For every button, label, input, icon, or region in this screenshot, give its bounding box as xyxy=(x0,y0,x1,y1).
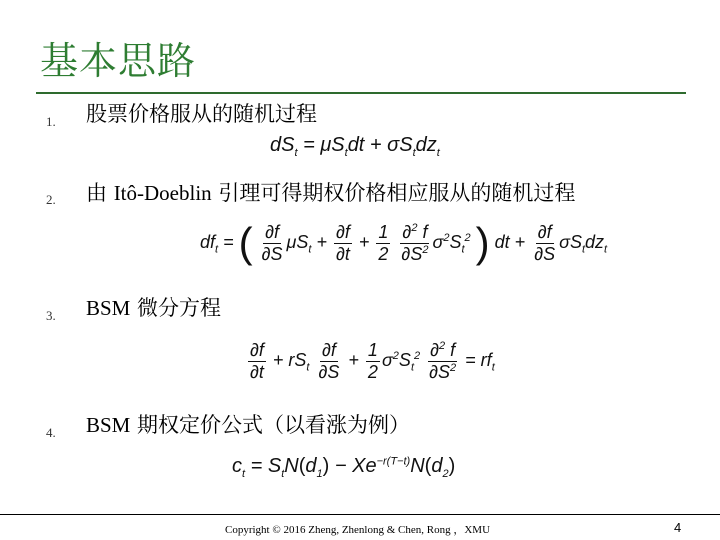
formula-bsm-pde: $\frac{\partial f}{\partial t}$ + $rS_t$ $\frac{\partial f}{\partial S}$ + $\frac{1}{2}$ $\sigma^2S_t^2$ $\frac{\partial^2 f}{\partial S^2}$ = $rf_t$ xyxy=(250,340,495,382)
item-number-2: 2. xyxy=(46,192,56,207)
item-text-3 xyxy=(86,298,221,319)
item-text-2-suffix: 引理可得期权价格相应服从的随机过程 xyxy=(218,181,576,205)
item-number-1: 1. xyxy=(46,114,56,129)
page-number: 4 xyxy=(674,520,682,535)
item-number-4: 4. xyxy=(46,425,56,440)
item-text-2-latin: Itô-Doeblin xyxy=(113,181,212,205)
formula-bsm-call: $c_t = S_tN(d_1) - Xe^{-r(T-t)}N(d_2)$ xyxy=(232,455,456,480)
item-text-2-prefix: 由 xyxy=(86,181,107,205)
footer-divider xyxy=(0,514,720,515)
item-text-4-rest: 期权定价公式（以看涨为例） xyxy=(137,413,411,437)
item-text-2 xyxy=(86,183,575,204)
item-number-3: 3. xyxy=(46,308,56,323)
formula-stock-process: $dS_t = \mu S_tdt + \sigma S_tdz_t$ xyxy=(270,134,440,159)
item-text-4 xyxy=(86,415,410,436)
title-divider xyxy=(36,92,686,94)
formula-option-process: $df_t$ = ( $\frac{\partial f}{\partial S}$ $\mu S_t$ + $\frac{\partial f}{\partial t}$ + $\frac{1}{2}$ $\frac{\partial^2 f}{\partial S^2}$ $\sigma^2S_t^2$ ) dt + $\frac{\partial f}{\partial S}$ $\sigma S_tdz_t$ xyxy=(200,219,608,267)
item-text-1: 股票价格服从的随机过程 xyxy=(86,102,317,126)
item-text-3-latin: BSM xyxy=(86,296,131,320)
item-text-4-latin: BSM xyxy=(86,413,131,437)
footer-copyright: Copyright © 2016 Zheng, Zhenlong & Chen, Rong ，XMU xyxy=(225,524,491,536)
item-text-3-rest: 微分方程 xyxy=(137,296,222,320)
slide-title: 基本思路 xyxy=(40,39,197,83)
